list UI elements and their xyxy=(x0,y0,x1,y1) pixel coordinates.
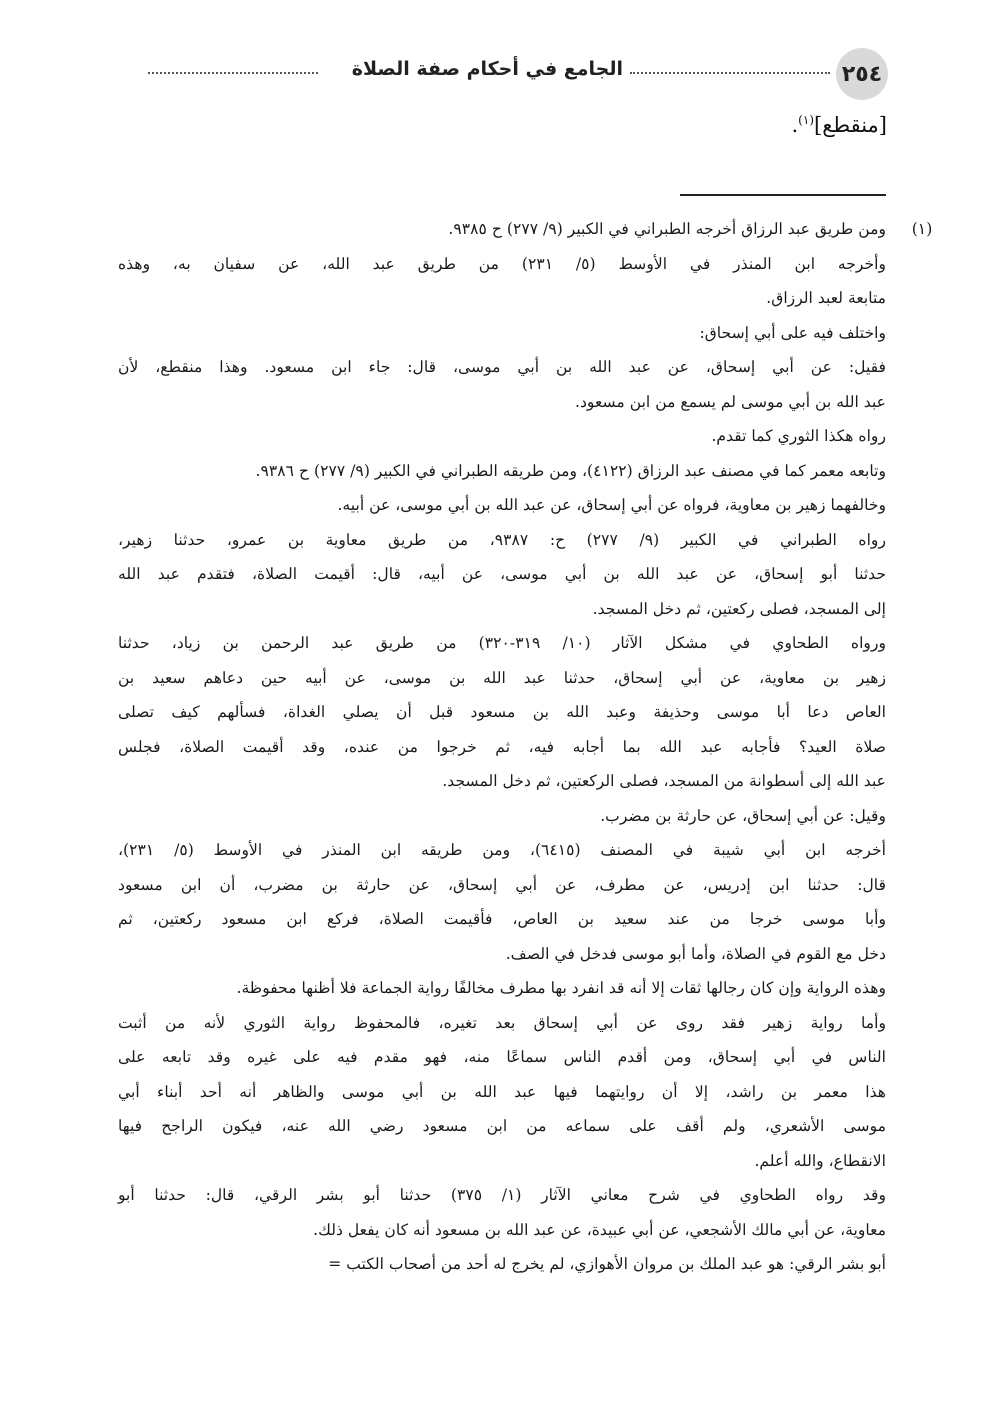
footnote-line: وأما رواية زهير فقد روى عن أبي إسحاق بعد تغيره، فالمحفوظ رواية الثوري لأنه من أثبت xyxy=(118,1013,886,1032)
footnote-separator xyxy=(680,194,886,196)
header-divider-right xyxy=(630,72,830,74)
footnote-line: رواه الطبراني في الكبير (٩/ ٢٧٧) ح: ٩٣٨٧، من طريق معاوية بن عمرو، حدثنا زهير، xyxy=(118,530,886,549)
footnote-line: حدثنا أبو إسحاق، عن عبد الله بن أبي موسى، عن أبيه، قال: أقيمت الصلاة، فتقدم عبد الله xyxy=(118,565,886,583)
footnote-line: وخالفهما زهير بن معاوية، فرواه عن أبي إسحاق، عن عبد الله بن أبي موسى، عن أبيه. xyxy=(337,496,886,514)
page-header xyxy=(148,48,888,94)
footnote-line: وقد رواه الطحاوي في شرح معاني الآثار (١/ ٣٧٥) حدثنا أبو بشر الرقي، قال: حدثنا أبو xyxy=(118,1186,886,1204)
footnote-line: موسى الأشعري، ولم أقف على سماعه من ابن مسعود رضي الله عنه، فيكون الراجح فيها xyxy=(118,1117,886,1135)
footnote-line: قال: حدثنا ابن إدريس، عن مطرف، عن أبي إسحاق، عن حارثة بن مضرب، أن ابن مسعود xyxy=(118,875,886,894)
footnote-line: الناس في أبي إسحاق، ومن أقدم الناس سماعًا منه، فهو مقدم فيه على غيره وقد تابعه على xyxy=(118,1048,886,1066)
page-number: ٢٥٤ xyxy=(836,48,888,100)
footnote-line: زهير بن معاوية، عن أبي إسحاق، حدثنا عبد الله بن موسى، عن أبيه حين دعاهم سعيد بن xyxy=(118,668,886,687)
footnote-line: عبد الله بن أبي موسى لم يسمع من ابن مسعود. xyxy=(575,392,886,411)
main-text: [منقطع]$^{(١)}$. xyxy=(791,113,887,137)
footnote-number: (١) xyxy=(911,220,933,238)
running-title: الجامع في أحكام صفة الصلاة xyxy=(351,58,623,80)
footnote-reference: (١) xyxy=(798,113,814,127)
footnote-line: ورواه الطحاوي في مشكل الآثار (١٠/ ٣١٩-٣٢٠) من طريق عبد الرحمن بن زياد، حدثنا xyxy=(118,634,887,652)
footnote-line: وأبا موسى خرجا من عند سعيد بن العاص، فأقيمت الصلاة، فركع ابن مسعود ركعتين، ثم xyxy=(118,910,886,928)
footnote-line: العاص دعا أبا موسى وحذيفة وعبد الله بن مسعود قبل أن يصلي الغداة، فسألهم كيف تصلى xyxy=(118,703,886,721)
footnote-line: وأخرجه ابن المنذر في الأوسط (٥/ ٢٣١) من طريق عبد الله، عن سفيان به، وهذه xyxy=(118,254,886,273)
footnote-line: وتابعه معمر كما في مصنف عبد الرزاق (٤١٢٢)، ومن طريقه الطبراني في الكبير (٩/ ٢٧٧) ح ٩٣٨٦. xyxy=(255,461,886,480)
footnote-line: الانقطاع، والله أعلم. xyxy=(754,1151,886,1170)
header-divider-left xyxy=(148,72,318,74)
footnote-line: وهذه الرواية وإن كان رجالها ثقات إلا أنه قد انفرد بها مطرف مخالفًا رواية الجماعة فلا أظنها محفوظة. xyxy=(236,979,886,997)
footnote-line: أخرجه ابن أبي شيبة في المصنف (٦٤١٥)، ومن طريقه ابن المنذر في الأوسط (٥/ ٢٣١)، xyxy=(118,841,886,859)
footnote-line: ومن طريق عبد الرزاق أخرجه الطبراني في الكبير (٩/ ٢٧٧) ح ٩٣٨٥. xyxy=(448,220,886,238)
footnote-line: عبد الله إلى أسطوانة من المسجد، فصلى الركعتين، ثم دخل المسجد. xyxy=(442,772,886,790)
footnote-line: رواه هكذا الثوري كما تقدم. xyxy=(711,427,886,445)
footnote-line: فقيل: عن أبي إسحاق، عن عبد الله بن أبي موسى، قال: جاء ابن مسعود. وهذا منقطع، لأن xyxy=(118,358,886,376)
main-text-content: [منقطع] xyxy=(814,113,887,137)
footnote-line: متابعة لعبد الرزاق. xyxy=(766,289,886,307)
footnote-line: واختلف فيه على أبي إسحاق: xyxy=(699,323,886,342)
footnote-line: صلاة العيد؟ فأجابه عبد الله بما أجابه فيه، ثم خرجوا من عنده، وقد أقيمت الصلاة، فجلس xyxy=(118,737,886,756)
footnote-line: هذا معمر بن راشد، إلا أن روايتهما فيها عبد الله بن أبي موسى والظاهر أنه أحد أبناء أبي xyxy=(118,1082,886,1101)
footnote-line: إلى المسجد، فصلى ركعتين، ثم دخل المسجد. xyxy=(592,599,886,618)
footnote xyxy=(118,212,933,1282)
footnote-line: معاوية، عن أبي مالك الأشجعي، عن أبي عبيدة، عن عبد الله بن مسعود أنه كان يفعل ذلك. xyxy=(313,1220,886,1239)
footnote-line: دخل مع القوم في الصلاة، وأما أبو موسى فدخل في الصف. xyxy=(505,944,886,963)
footnote-line: وقيل: عن أبي إسحاق، عن حارثة بن مضرب. xyxy=(600,806,886,825)
footnote-line: أبو بشر الرقي: هو عبد الملك بن مروان الأهوازي، لم يخرج له أحد من أصحاب الكتب = xyxy=(328,1255,886,1273)
